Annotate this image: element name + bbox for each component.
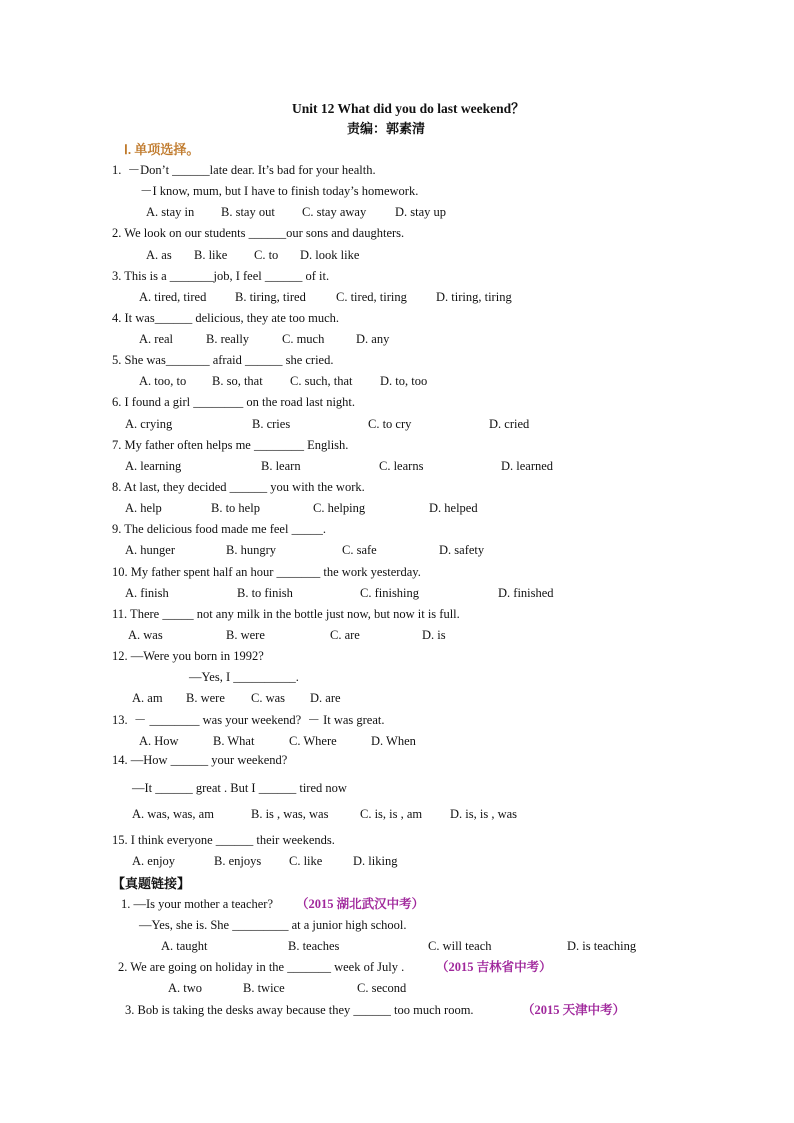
exam-q2-option-a: A. two: [168, 981, 203, 995]
q8-option-d: D. helped: [429, 501, 478, 515]
q2-option-b: B. like: [194, 248, 228, 262]
q6-option-d: D. cried: [489, 417, 530, 431]
exam-question-3: 3. Bob is taking the desks away because they ______ too much room.: [125, 1003, 474, 1017]
q11-option-b: B. were: [226, 628, 265, 642]
q14-option-a: A. was, was, am: [132, 807, 214, 821]
question-12-response: —Yes, I __________.: [189, 670, 299, 684]
editor-line: 责编：郭素清: [347, 121, 426, 136]
q3-option-d: D. tiring, tiring: [436, 290, 512, 304]
q10-option-d: D. finished: [498, 586, 554, 600]
exam-question-2-source: （2015 吉林省中考）: [436, 960, 552, 974]
q10-option-a: A. finish: [125, 586, 169, 600]
q10-option-c: C. finishing: [360, 586, 420, 600]
question-5: 5. She was_______ afraid ______ she cried.: [112, 353, 334, 367]
question-7: 7. My father often helps me ________ English.: [112, 438, 349, 452]
exam-question-1-source: （2015 湖北武汉中考）: [296, 897, 425, 911]
q3-option-a: A. tired, tired: [139, 290, 207, 304]
q14-option-d: D. is, is , was: [450, 807, 518, 821]
q2-option-c: C. to: [254, 248, 279, 262]
q14-option-b: B. is , was, was: [251, 807, 329, 821]
q6-option-c: C. to cry: [368, 417, 412, 431]
q2-option-a: A. as: [146, 248, 172, 262]
question-11: 11. There _____ not any milk in the bottle just now, but now it is full.: [112, 607, 460, 621]
q13-option-c: C. Where: [289, 734, 337, 748]
q14-option-c: C. is, is , am: [360, 807, 423, 821]
question-15: 15. I think everyone ______ their weekends.: [112, 833, 335, 847]
q5-option-d: D. to, too: [380, 374, 428, 388]
q5-option-b: B. so, that: [212, 374, 263, 388]
q12-option-a: A. am: [132, 691, 163, 705]
q9-option-d: D. safety: [439, 543, 485, 557]
q13-option-a: A. How: [139, 734, 179, 748]
question-9: 9. The delicious food made me feel _____.: [112, 522, 326, 536]
q8-option-b: B. to help: [211, 501, 260, 515]
q12-option-b: B. were: [186, 691, 225, 705]
q15-option-a: A. enjoy: [132, 854, 176, 868]
question-1-response: －I know, mum, but I have to finish today’s homework.: [140, 184, 419, 198]
q7-option-a: A. learning: [125, 459, 182, 473]
q4-option-b: B. really: [206, 332, 250, 346]
q12-option-c: C. was: [251, 691, 286, 705]
q13-option-d: D. When: [371, 734, 416, 748]
q9-option-a: A. hunger: [125, 543, 175, 557]
section-title: Ⅰ. 单项选择。: [124, 142, 200, 157]
question-12: 12. —Were you born in 1992?: [112, 649, 264, 663]
question-10: 10. My father spent half an hour _______ the work yesterday.: [112, 565, 421, 579]
q8-option-c: C. helping: [313, 501, 366, 515]
q4-option-d: D. any: [356, 332, 390, 346]
exam-q1-option-a: A. taught: [161, 939, 208, 953]
q6-option-b: B. cries: [252, 417, 291, 431]
question-1: 1. －Don’t ______late dear. It’s bad for your health.: [112, 163, 376, 177]
q5-option-a: A. too, to: [139, 374, 187, 388]
exam-q1-option-b: B. teaches: [288, 939, 340, 953]
page-title: Unit 12 What did you do last weekend？: [292, 101, 525, 116]
question-14: 14. —How ______ your weekend?: [112, 753, 288, 767]
question-3: 3. This is a _______job, I feel ______ of it.: [112, 269, 330, 283]
q7-option-d: D. learned: [501, 459, 554, 473]
exam-q2-option-c: C. second: [357, 981, 407, 995]
q2-option-d: D. look like: [300, 248, 360, 262]
question-13: 13. － ________ was your weekend? － It was great.: [112, 713, 385, 727]
question-14-response: —It ______ great . But I ______ tired now: [132, 781, 347, 795]
q1-option-c: C. stay away: [302, 205, 367, 219]
q1-option-b: B. stay out: [221, 205, 275, 219]
exam-question-1-response: —Yes, she is. She _________ at a junior high school.: [139, 918, 407, 932]
q4-option-a: A. real: [139, 332, 174, 346]
q13-option-b: B. What: [213, 734, 255, 748]
q11-option-a: A. was: [128, 628, 163, 642]
q4-option-c: C. much: [282, 332, 325, 346]
q8-option-a: A. help: [125, 501, 162, 515]
q10-option-b: B. to finish: [237, 586, 293, 600]
q15-option-b: B. enjoys: [214, 854, 262, 868]
q9-option-b: B. hungry: [226, 543, 276, 557]
q3-option-c: C. tired, tiring: [336, 290, 407, 304]
q15-option-d: D. liking: [353, 854, 398, 868]
question-6: 6. I found a girl ________ on the road last night.: [112, 395, 356, 409]
q12-option-d: D. are: [310, 691, 341, 705]
exam-question-2: 2. We are going on holiday in the _______ week of July .: [118, 960, 405, 974]
exam-question-1: 1. —Is your mother a teacher?: [121, 897, 274, 911]
exam-q2-option-b: B. twice: [243, 981, 285, 995]
exam-q1-option-d: D. is teaching: [567, 939, 637, 953]
q15-option-c: C. like: [289, 854, 323, 868]
question-4: 4. It was______ delicious, they ate too much.: [112, 311, 340, 325]
q11-option-c: C. are: [330, 628, 360, 642]
q7-option-c: C. learns: [379, 459, 424, 473]
exam-q1-option-c: C. will teach: [428, 939, 492, 953]
q3-option-b: B. tiring, tired: [235, 290, 306, 304]
q11-option-d: D. is: [422, 628, 446, 642]
q1-option-a: A. stay in: [146, 205, 195, 219]
q7-option-b: B. learn: [261, 459, 301, 473]
real-exam-section-title: 【真题链接】: [112, 876, 191, 891]
q1-option-d: D. stay up: [395, 205, 447, 219]
q9-option-c: C. safe: [342, 543, 377, 557]
q6-option-a: A. crying: [125, 417, 173, 431]
q5-option-c: C. such, that: [290, 374, 353, 388]
question-8: 8. At last, they decided ______ you with the work.: [112, 480, 365, 494]
exam-question-3-source: （2015 天津中考）: [522, 1003, 626, 1017]
question-2: 2. We look on our students ______our sons and daughters.: [112, 226, 405, 240]
